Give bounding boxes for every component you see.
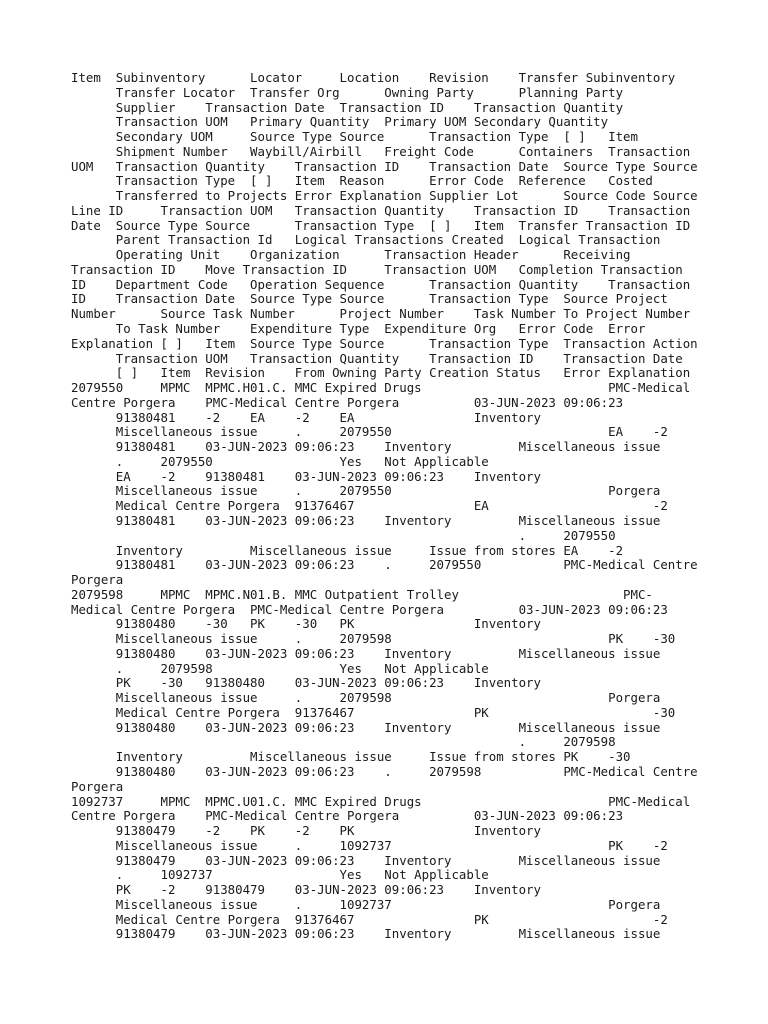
report-line: 2079550 MPMC MPMC.H01.C. MMC Expired Drugs PMC-Medical <box>71 380 691 396</box>
report-line: 2079598 MPMC MPMC.N01.B. MMC Outpatient Trolley PMC- <box>71 586 653 602</box>
report-line: UOM Transaction Quantity Transaction ID Transaction Date Source Type Source <box>71 158 698 174</box>
report-line: PK -2 91380479 03-JUN-2023 09:06:23 Inventory <box>71 882 541 898</box>
report-line: Number Source Task Number Project Number Task Number To Project Number <box>71 306 691 322</box>
report-line: . 2079550 Yes Not Applicable <box>71 453 489 469</box>
report-line: Item Subinventory Locator Location Revision Transfer Subinventory <box>71 70 676 85</box>
report-line: Parent Transaction Id Logical Transactions Created Logical Transaction <box>71 232 661 248</box>
report-line: Miscellaneous issue . 2079550 Porgera <box>71 483 661 499</box>
report-line: Inventory Miscellaneous issue Issue from stores PK -30 <box>71 749 631 765</box>
report-line: ID Department Code Operation Sequence Transaction Quantity Transaction <box>71 276 691 292</box>
report-line: . 2079598 Yes Not Applicable <box>71 660 489 676</box>
report-line: Secondary UOM Source Type Source Transaction Type [ ] Item <box>71 129 638 145</box>
report-line: Shipment Number Waybill/Airbill Freight Code Containers Transaction <box>71 143 691 159</box>
report-line: ID Transaction Date Source Type Source Transaction Type Source Project <box>71 291 668 307</box>
report-line: 91380480 03-JUN-2023 09:06:23 . 2079598 PMC-Medical Centre <box>71 763 698 779</box>
report-line: Supplier Transaction Date Transaction ID Transaction Quantity <box>71 99 624 115</box>
report-line: . 2079550 <box>71 527 616 543</box>
report-line: Operating Unit Organization Transaction Header Receiving <box>71 247 631 263</box>
report-line: Line ID Transaction UOM Transaction Quantity Transaction ID Transaction <box>71 202 691 218</box>
report-line: Porgera <box>71 572 124 588</box>
report-line: Transaction ID Move Transaction ID Transaction UOM Completion Transaction <box>71 261 683 277</box>
report-line: Medical Centre Porgera 91376467 EA -2 <box>71 498 668 514</box>
report-line: Transaction UOM Transaction Quantity Transaction ID Transaction Date <box>71 350 683 366</box>
report-line: Transferred to Projects Error Explanation Supplier Lot Source Code Source <box>71 188 698 204</box>
report-line: 91380479 03-JUN-2023 09:06:23 Inventory Miscellaneous issue <box>71 852 661 868</box>
report-line: Miscellaneous issue . 2079598 PK -30 <box>71 631 676 647</box>
report-line: 91380481 03-JUN-2023 09:06:23 Inventory Miscellaneous issue <box>71 439 661 455</box>
report-line: 91380480 03-JUN-2023 09:06:23 Inventory Miscellaneous issue <box>71 645 661 661</box>
report-line: 91380479 -2 PK -2 PK Inventory <box>71 823 541 839</box>
report-line: . 2079598 <box>71 734 616 750</box>
report-line: Inventory Miscellaneous issue Issue from stores EA -2 <box>71 542 624 558</box>
report-line: 91380480 -30 PK -30 PK Inventory <box>71 616 541 632</box>
report-line: 91380481 03-JUN-2023 09:06:23 . 2079550 PMC-Medical Centre <box>71 557 698 573</box>
report-line: Medical Centre Porgera 91376467 PK -30 <box>71 704 676 720</box>
report-line: Transaction Type [ ] Item Reason Error Code Reference Costed <box>71 173 653 189</box>
report-line: . 1092737 Yes Not Applicable <box>71 867 489 883</box>
report-line: Centre Porgera PMC-Medical Centre Porgera 03-JUN-2023 09:06:23 <box>71 808 624 824</box>
report-line: 91380481 03-JUN-2023 09:06:23 Inventory Miscellaneous issue <box>71 512 661 528</box>
report-line: 1092737 MPMC MPMC.U01.C. MMC Expired Drugs PMC-Medical <box>71 793 691 809</box>
report-line: 91380480 03-JUN-2023 09:06:23 Inventory Miscellaneous issue <box>71 719 661 735</box>
report-line: Transfer Locator Transfer Org Owning Party Planning Party <box>71 84 624 100</box>
report-line: Centre Porgera PMC-Medical Centre Porgera 03-JUN-2023 09:06:23 <box>71 394 624 410</box>
report-line: EA -2 91380481 03-JUN-2023 09:06:23 Inventory <box>71 468 541 484</box>
report-line: 91380479 03-JUN-2023 09:06:23 Inventory Miscellaneous issue <box>71 926 661 942</box>
report-line: Miscellaneous issue . 2079598 Porgera <box>71 690 661 706</box>
report-line: Porgera <box>71 778 124 794</box>
report-line: Medical Centre Porgera 91376467 PK -2 <box>71 911 668 927</box>
report-line: Miscellaneous issue . 1092737 PK -2 <box>71 837 668 853</box>
report-line: Transaction UOM Primary Quantity Primary UOM Secondary Quantity <box>71 114 609 130</box>
report-line: Medical Centre Porgera PMC-Medical Centre Porgera 03-JUN-2023 09:06:23 <box>71 601 668 617</box>
report-line: [ ] Item Revision From Owning Party Creation Status Error Explanation <box>71 365 691 381</box>
report-line: Miscellaneous issue . 2079550 EA -2 <box>71 424 668 440</box>
report-line: Miscellaneous issue . 1092737 Porgera <box>71 896 661 912</box>
report-line: Explanation [ ] Item Source Type Source Transaction Type Transaction Action <box>71 335 698 351</box>
report-line: Date Source Type Source Transaction Type [ ] Item Transfer Transaction ID <box>71 217 691 233</box>
report-text <box>71 71 761 942</box>
report-line: PK -30 91380480 03-JUN-2023 09:06:23 Inventory <box>71 675 541 691</box>
report-line: 91380481 -2 EA -2 EA Inventory <box>71 409 541 425</box>
report-line: To Task Number Expenditure Type Expenditure Org Error Code Error <box>71 321 646 337</box>
